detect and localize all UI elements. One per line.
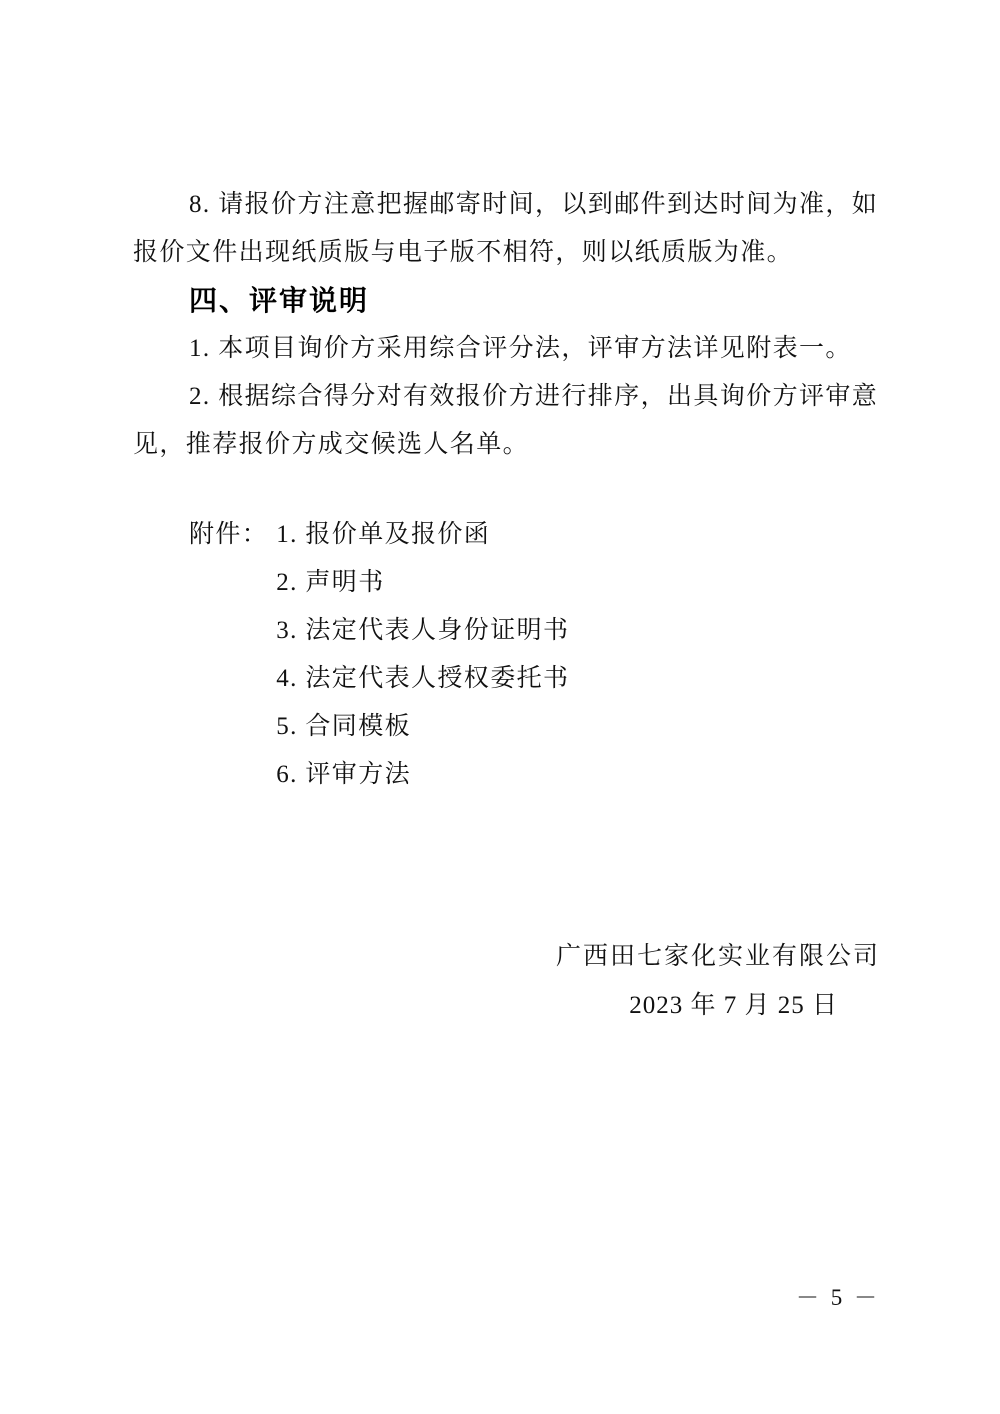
attachment-item-1: 1. 报价单及报价函	[276, 521, 491, 548]
attachment-item-2: 2. 声明书	[276, 569, 385, 596]
section-heading-review-notes: 四、评审说明	[189, 285, 370, 316]
review-item-2-line-1: 2. 根据综合得分对有效报价方进行排序，出具询价方评审意	[189, 383, 879, 410]
attachments-block	[133, 511, 880, 799]
attachment-item-4: 4. 法定代表人授权委托书	[276, 665, 570, 692]
blank-line-spacer	[133, 469, 880, 511]
signature-date: 2023 年 7 月 25 日	[629, 992, 838, 1019]
attachments-label: 附件：	[189, 521, 269, 548]
attachment-item-5: 5. 合同模板	[276, 713, 412, 740]
attachment-item-3: 3. 法定代表人身份证明书	[276, 617, 570, 644]
review-item-2-line-2: 见，推荐报价方成交候选人名单。	[133, 431, 530, 458]
page-number: － 5 －	[796, 1285, 880, 1310]
attachments-list	[276, 511, 569, 799]
paragraph-8-line-1: 8. 请报价方注意把握邮寄时间，以到邮件到达时间为准，如	[189, 191, 879, 218]
paragraph-8-line-2: 报价文件出现纸质版与电子版不相符，则以纸质版为准。	[133, 239, 794, 266]
review-item-1: 1. 本项目询价方采用综合评分法，评审方法详见附表一。	[189, 335, 852, 362]
attachment-item-6: 6. 评审方法	[276, 761, 412, 788]
document-content	[133, 181, 880, 1031]
signature-company: 广西田七家化实业有限公司	[555, 943, 880, 970]
signature-block	[133, 933, 880, 1031]
